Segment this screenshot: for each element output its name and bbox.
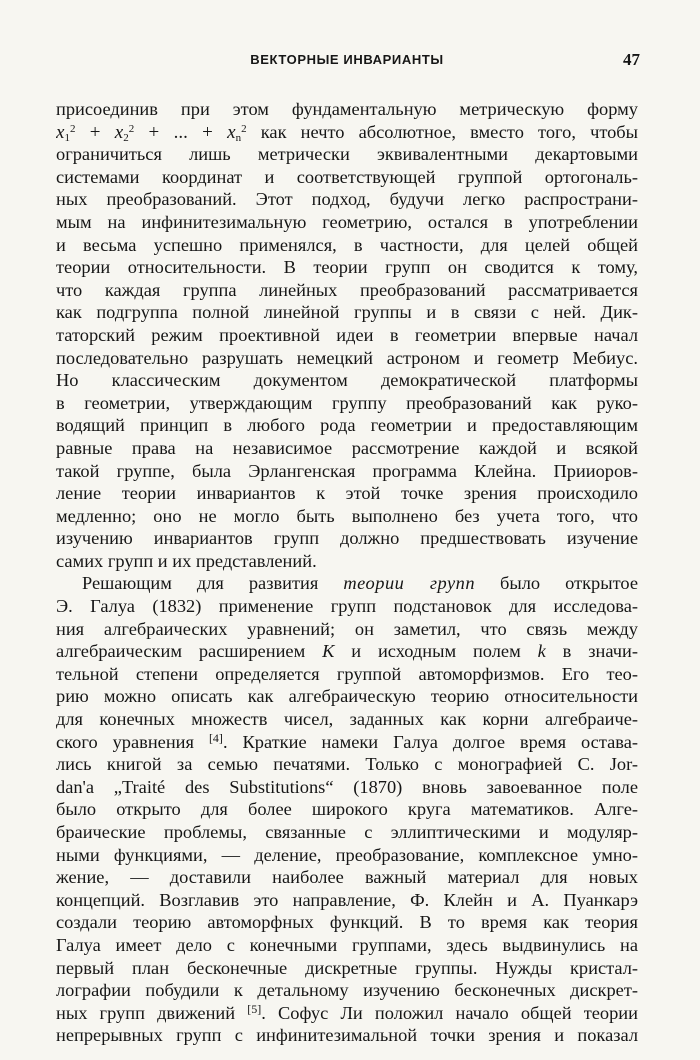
- reference-4: [4]: [208, 730, 223, 745]
- text-line: ния алгебраических уравнений; он заметил, что связь между: [56, 618, 638, 639]
- text-line: создали теорию автоморфных функций. В то время как теория: [56, 912, 638, 933]
- text-line: концепций. Возглавив это направление, Ф. Клейн и А. Пуанкарэ: [56, 889, 638, 910]
- text-line: последовательно разрушать немецкий астроном и геометр Мебиус.: [56, 347, 638, 368]
- text-line: первый план бесконечные дискретные группы. Нужды кристал-: [56, 957, 638, 978]
- text-line: таторский режим проективной идеи в геометрии впервые начал: [56, 324, 638, 345]
- text-line: dan'a „Traité des Substitutions“ (1870) вновь завоеванное поле: [56, 776, 638, 797]
- text-line: присоединив при этом фундаментальную метрическую форму: [56, 99, 638, 119]
- text-line: ограничиться лишь метрически эквивалентными декартовыми: [56, 144, 638, 165]
- metric-form-formula: $x_1^2 + x_2^2$ + ... + $x_n^2$: [56, 121, 247, 144]
- text-line: теории относительности. В теории групп он сводится к тому,: [56, 257, 638, 278]
- text-line: ных групп движений [5]. Софус Ли положил начало общей теории: [56, 1001, 638, 1023]
- paragraph-1: [56, 98, 638, 572]
- text-line: тельной степени определяется группой автоморфизмов. Его тео-: [56, 663, 638, 684]
- text-line: изучению инвариантов групп должно предшествовать изучение: [56, 528, 638, 549]
- text-line: Галуа имеет дело с конечными группами, здесь выдвинулись на: [56, 934, 638, 955]
- text-line: ского уравнения [4]. Краткие намеки Галуа долгое время остава-: [56, 730, 638, 752]
- text-line: и весьма успешно применялся, в частности, для целей общей: [56, 234, 638, 255]
- reference-5: [5]: [247, 1001, 262, 1016]
- text-line: равные права на независимое рассмотрение каждой и всякой: [56, 437, 638, 458]
- text-line: что каждая группа линейных преобразований рассматривается: [56, 279, 638, 300]
- paragraph-2: [56, 572, 638, 1046]
- text-line: ление теории инвариантов к этой точке зрения происходило: [56, 483, 638, 504]
- text-line: Решающим для развития теории групп было открытое: [82, 573, 638, 594]
- text-line: Но классическим документом демократической платформы: [56, 370, 638, 391]
- text-line: браические проблемы, связанные с эллиптическими и модуляр-: [56, 822, 638, 842]
- text-line: самих групп и их представлений.: [56, 550, 317, 571]
- variable-K: K: [322, 641, 335, 662]
- text-line: было открыто для более широкого круга математиков. Алге-: [56, 799, 638, 820]
- page-number: 47: [623, 50, 640, 69]
- variable-k: k: [537, 641, 546, 662]
- text-line: ных преобразований. Этот подход, будучи легко распространи-: [56, 189, 638, 210]
- running-title: ВЕКТОРНЫЕ ИНВАРИАНТЫ: [250, 52, 444, 67]
- text-line-formula: $x_1^2 + x_2^2$ + ... + $x_n^2$ как нечто абсолютное, вместо того, чтобы: [56, 121, 638, 144]
- text-line: непрерывных групп с инфинитезимальной точки зрения и показал: [56, 1025, 638, 1046]
- text-line: такой группе, была Эрлангенская программа Клейна. Прииоров-: [56, 460, 638, 481]
- text-line: рию можно описать как алгебраическую теорию относительности: [56, 686, 638, 707]
- emphasis-group-theory: теории групп: [343, 573, 476, 594]
- text-line: мым на инфинитезимальную геометрию, остался в употреблении: [56, 211, 638, 232]
- text-line: для конечных множеств чисел, заданных как корни алгебраиче-: [56, 709, 638, 730]
- text-line: как подгруппа полной линейной группы и в связи с ней. Дик-: [56, 302, 638, 323]
- text-line: лографии побудили к детальному изучению бесконечных дискрет-: [56, 980, 638, 1001]
- page-header: [54, 52, 640, 76]
- text-line: Э. Галуа (1832) применение групп подстановок для исследова-: [56, 596, 638, 617]
- text-line: водящий принцип в любого рода геометрии и предоставляющим: [56, 415, 638, 436]
- text-line: медленно; оно не могло быть выполнено без учета того, что: [56, 505, 638, 526]
- text-line: жение, — доставили наиболее важный материал для новых: [56, 867, 638, 888]
- text-line: системами координат и соответствующей группой ортогональ-: [56, 166, 638, 187]
- text-line: в геометрии, утверждающим группу преобразований как руко-: [56, 392, 638, 413]
- text-line: алгебраическим расширением K и исходным полем k в значи-: [56, 641, 638, 662]
- text-line: ными функциями, — деление, преобразование, комплексное умно-: [56, 844, 638, 865]
- page-body: [56, 98, 638, 1047]
- text-line: лись книгой за семью печатями. Только с монографией С. Jor-: [56, 754, 638, 775]
